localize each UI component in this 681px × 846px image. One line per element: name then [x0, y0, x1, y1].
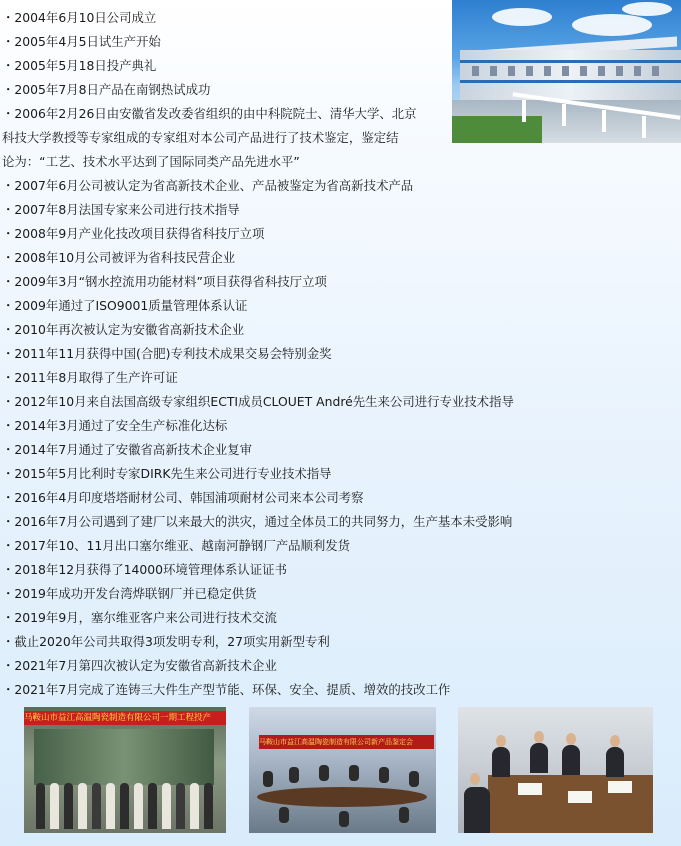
timeline-entry: ・2005年7月8日产品在南钢热试成功 [2, 82, 211, 97]
timeline-entry: ・2016年4月印度塔塔耐材公司、韩国浦项耐材公司来本公司考察 [2, 490, 364, 505]
timeline-entry: ・2021年7月第四次被认定为安徽省高新技术企业 [2, 658, 277, 673]
timeline-entry: ・2017年10、11月出口塞尔维亚、越南河静钢厂产品顺利发货 [2, 538, 351, 553]
timeline-entry-continuation: 论为：“工艺、技术水平达到了国际同类产品先进水平” [2, 154, 300, 169]
timeline-entry: ・2008年9月产业化技改项目获得省科技厅立项 [2, 226, 265, 241]
banner-text: 马鞍山市益江高温陶瓷制造有限公司新产品鉴定会 [259, 735, 434, 749]
banner-text: 马鞍山市益江高温陶瓷制造有限公司一期工程投产 [24, 711, 226, 725]
timeline-entry: ・2011年8月取得了生产许可证 [2, 370, 178, 385]
timeline-entry: ・2007年6月公司被认定为省高新技术企业、产品被鉴定为省高新技术产品 [2, 178, 414, 193]
timeline-entry: ・2012年10月来自法国高级专家组织ECTI成员CLOUET André先生来公司进行专业技术指导 [2, 394, 514, 409]
timeline-entry: ・2005年5月18日投产典礼 [2, 58, 157, 73]
timeline-entry: ・2009年通过了ISO9001质量管理体系认证 [2, 298, 248, 313]
timeline-entry: ・2010年再次被认定为安徽省高新技术企业 [2, 322, 245, 337]
timeline-entry: ・2015年5月比利时专家DIRK先生来公司进行专业技术指导 [2, 466, 332, 481]
timeline-entry: ・2009年3月“钢水控流用功能材料”项目获得省科技厅立项 [2, 274, 327, 289]
factory-building-photo [452, 0, 681, 143]
timeline-entry: ・2004年6月10日公司成立 [2, 10, 157, 25]
timeline-entry: ・2014年3月通过了安全生产标准化达标 [2, 418, 228, 433]
timeline-entry: ・2006年2月26日由安徽省发改委省组织的由中科院院士、清华大学、北京 [2, 106, 417, 121]
timeline-entry: ・2014年7月通过了安徽省高新技术企业复审 [2, 442, 253, 457]
timeline-entry: ・截止2020年公司共取得3项发明专利，27项实用新型专利 [2, 634, 330, 649]
timeline-entry: ・2019年9月，塞尔维亚客户来公司进行技术交流 [2, 610, 277, 625]
timeline-entry: ・2007年8月法国专家来公司进行技术指导 [2, 202, 240, 217]
timeline-entry: ・2018年12月获得了14000环境管理体系认证证书 [2, 562, 287, 577]
technical-exchange-meeting-photo [458, 707, 653, 833]
timeline-entry: ・2005年4月5日试生产开始 [2, 34, 161, 49]
timeline-entry: ・2008年10月公司被评为省科技民营企业 [2, 250, 236, 265]
timeline-entry: ・2016年7月公司遇到了建厂以来最大的洪灾，通过全体员工的共同努力，生产基本未受影响 [2, 514, 513, 529]
product-appraisal-meeting-photo [249, 707, 436, 833]
production-launch-photo [24, 707, 226, 833]
timeline-entry: ・2019年成功开发台湾烨联钢厂并已稳定供货 [2, 586, 257, 601]
timeline-entry-continuation: 科技大学教授等专家组成的专家组对本公司产品进行了技术鉴定，鉴定结 [2, 130, 399, 145]
timeline-entry: ・2011年11月获得中国(合肥)专利技术成果交易会特别金奖 [2, 346, 332, 361]
timeline-entry: ・2021年7月完成了连铸三大件生产型节能、环保、安全、提质、增效的技改工作 [2, 682, 451, 697]
